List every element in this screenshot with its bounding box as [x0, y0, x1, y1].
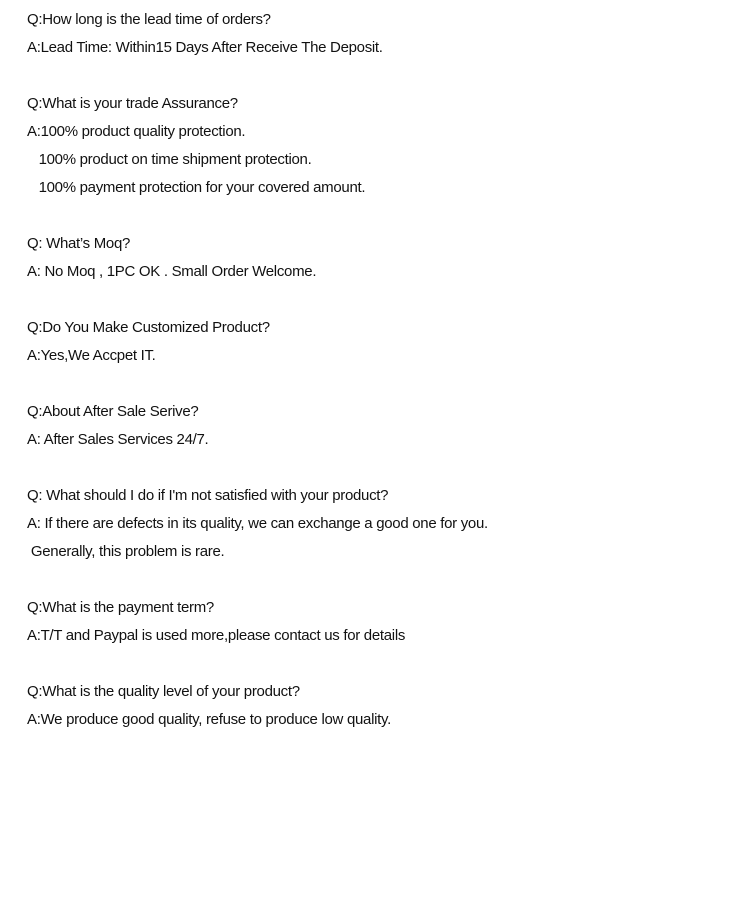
faq-item-quality-level [27, 678, 727, 734]
faq-answer: A: After Sales Services 24/7. [27, 431, 209, 448]
faq-spacer [27, 286, 727, 314]
faq-spacer [27, 202, 727, 230]
faq-spacer [27, 650, 727, 678]
faq-item-lead-time [27, 6, 727, 62]
faq-item-customized-product [27, 314, 727, 370]
faq-answer: A: No Moq , 1PC OK . Small Order Welcome. [27, 263, 317, 280]
faq-answer: A:Lead Time: Within15 Days After Receive The Deposit. [27, 39, 383, 56]
faq-question: Q:Do You Make Customized Product? [27, 319, 270, 336]
faq-spacer [27, 566, 727, 594]
faq-answer: A:Yes,We Accpet IT. [27, 347, 156, 364]
faq-question: Q:What is the quality level of your product? [27, 683, 300, 700]
faq-question: Q:What is your trade Assurance? [27, 95, 238, 112]
faq-question: Q: What should I do if I'm not satisfied with your product? [27, 487, 389, 504]
faq-answer: 100% product on time shipment protection. [27, 151, 312, 168]
faq-answer: A:We produce good quality, refuse to produce low quality. [27, 711, 391, 728]
faq-answer: 100% payment protection for your covered amount. [27, 179, 366, 196]
faq-item-trade-assurance [27, 90, 727, 202]
faq-item-after-sale [27, 398, 727, 454]
faq-answer: A: If there are defects in its quality, we can exchange a good one for you. [27, 515, 488, 532]
faq-item-not-satisfied [27, 482, 727, 566]
faq-answer: Generally, this problem is rare. [27, 543, 225, 560]
faq-item-payment-term [27, 594, 727, 650]
faq-question: Q:How long is the lead time of orders? [27, 11, 271, 28]
faq-spacer [27, 62, 727, 90]
faq-list [27, 6, 727, 734]
faq-question: Q: What’s Moq? [27, 235, 131, 252]
faq-spacer [27, 370, 727, 398]
faq-item-moq [27, 230, 727, 286]
faq-spacer [27, 454, 727, 482]
faq-answer: A:100% product quality protection. [27, 123, 246, 140]
faq-question: Q:About After Sale Serive? [27, 403, 199, 420]
faq-question: Q:What is the payment term? [27, 599, 214, 616]
faq-answer: A:T/T and Paypal is used more,please contact us for details [27, 627, 406, 644]
